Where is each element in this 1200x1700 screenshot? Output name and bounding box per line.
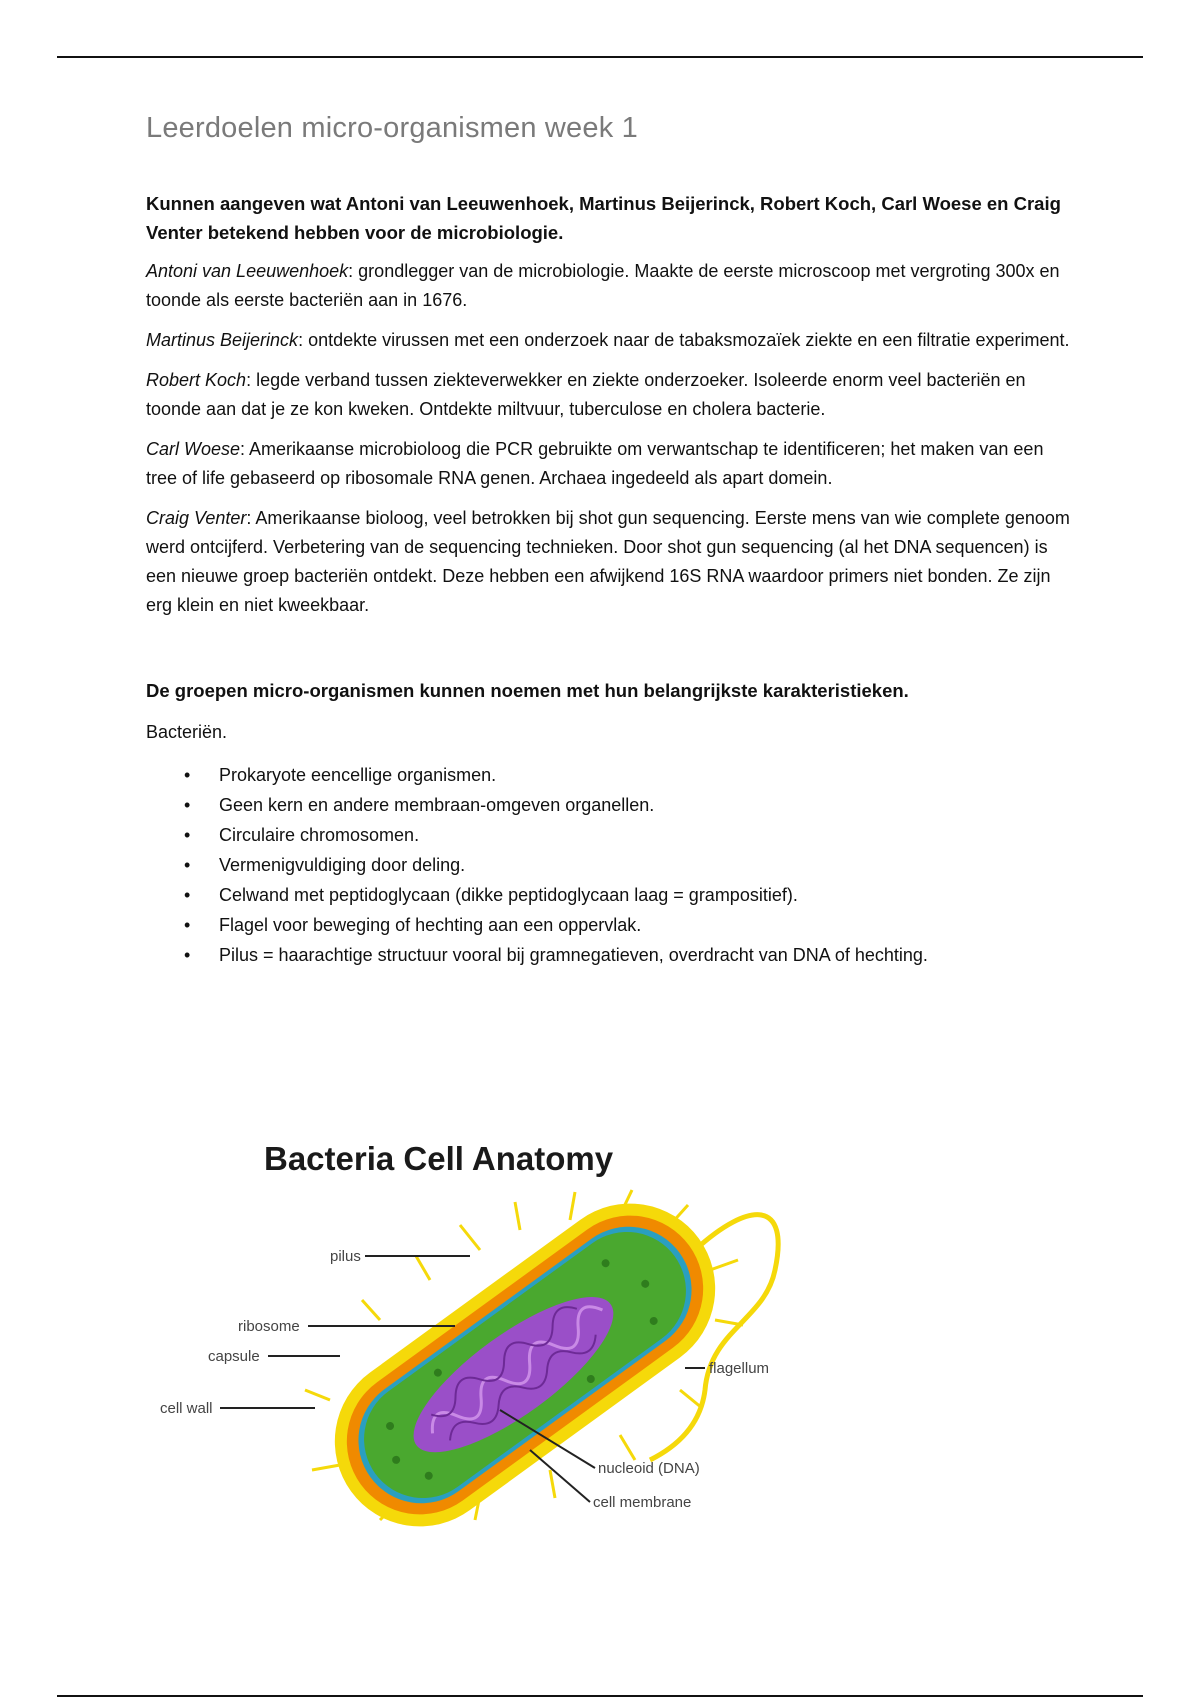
entry-woese (146, 435, 1076, 493)
entry-koch (146, 366, 1076, 424)
pilus-spike (460, 1225, 480, 1250)
pilus-spike (680, 1390, 702, 1408)
entry-venter (146, 504, 1076, 620)
list-item-text: Flagel voor beweging of hechting aan een oppervlak. (219, 915, 642, 935)
list-item (184, 790, 1076, 820)
section2-subheading: Bacteriën. (146, 722, 228, 742)
bullet-icon: • (184, 855, 191, 875)
section2-heading: De groepen micro-organismen kunnen noemen met hun belangrijkste karakteristieken. (146, 680, 909, 701)
entry-text: : legde verband tussen ziekteverwekker en ziekte onderzoeker. Isoleerde enorm veel bacteriën en toonde aan dat je ze kon kweken. Ontdekte miltvuur, tuberculose en cholera bacterie. (146, 370, 1026, 419)
bacteria-cell-diagram (150, 1130, 830, 1530)
bullet-icon: • (184, 945, 191, 965)
list-item-text: Prokaryote eencellige organismen. (219, 765, 497, 785)
bullet-icon: • (184, 795, 191, 815)
document-body (146, 112, 1076, 970)
entry-name: Antoni van Leeuwenhoek (146, 261, 349, 281)
cell-membrane-leader (530, 1450, 590, 1502)
bacteria-cell-illustration (150, 1130, 830, 1530)
entry-name: Martinus Beijerinck (146, 330, 299, 350)
pilus-spike (620, 1435, 635, 1460)
label-flagellum: flagellum (709, 1360, 770, 1377)
list-item (184, 760, 1076, 790)
list-item-text: Celwand met peptidoglycaan (dikke peptidoglycaan laag = grampositief). (219, 885, 798, 905)
top-rule (57, 56, 1143, 58)
pilus-spike (710, 1260, 738, 1270)
pilus-spike (416, 1256, 430, 1280)
list-item (184, 820, 1076, 850)
entry-text: : ontdekte virussen met een onderzoek naar de tabaksmozaïek ziekte en een filtratie experiment. (298, 330, 1070, 350)
bullet-icon: • (184, 915, 191, 935)
label-ribosome: ribosome (238, 1318, 300, 1335)
bottom-rule (57, 1695, 1143, 1697)
entry-leeuwenhoek (146, 257, 1076, 315)
pilus-spike (515, 1202, 520, 1230)
pilus-spike (550, 1470, 555, 1498)
list-item-text: Circulaire chromosomen. (219, 825, 420, 845)
list-item-text: Geen kern en andere membraan-omgeven organellen. (219, 795, 655, 815)
entry-name: Craig Venter (146, 508, 247, 528)
figure-title: Bacteria Cell Anatomy (264, 1140, 614, 1177)
list-item (184, 940, 1076, 970)
pilus-spike (312, 1465, 340, 1470)
label-capsule: capsule (208, 1348, 260, 1365)
section1-heading: Kunnen aangeven wat Antoni van Leeuwenhoek, Martinus Beijerinck, Robert Koch, Carl Woese en Craig Venter betekend hebben voor de microbiologie. (146, 193, 1061, 243)
entry-text: : Amerikaanse microbioloog die PCR gebruikte om verwantschap te identificeren; het maken van een tree of life gebaseerd op ribosomale RNA genen. Archaea ingedeeld als apart domein. (146, 439, 1044, 488)
bacteria-characteristics-list (146, 760, 1076, 970)
label-cell-membrane: cell membrane (593, 1494, 692, 1511)
page-title: Leerdoelen micro-organismen week 1 (146, 112, 638, 144)
label-pilus: pilus (330, 1248, 361, 1265)
pilus-spike (362, 1300, 380, 1320)
entry-name: Robert Koch (146, 370, 247, 390)
entry-text: : Amerikaanse bioloog, veel betrokken bij shot gun sequencing. Eerste mens van wie complete genoom werd ontcijferd. Verbetering van de sequencing technieken. Door shot gun sequencing (al het DNA sequencen) is een nieuwe groep bacteriën ontdekt. Deze hebben een afwijkend 16S RNA waardoor primers niet bonden. Ze zijn erg klein en niet kweekbaar. (146, 508, 1070, 615)
label-nucleoid: nucleoid (DNA) (598, 1460, 700, 1477)
entry-name: Carl Woese (146, 439, 241, 459)
list-item (184, 910, 1076, 940)
pilus-spike (570, 1192, 575, 1220)
list-item (184, 880, 1076, 910)
pilus-spike (305, 1390, 330, 1400)
list-item-text: Vermenigvuldiging door deling. (219, 855, 466, 875)
entry-text: : grondlegger van de microbiologie. Maakte de eerste microscoop met vergroting 300x en toonde als eerste bacteriën aan in 1676. (146, 261, 1060, 310)
label-cell-wall: cell wall (160, 1400, 213, 1417)
entry-beijerinck (146, 326, 1076, 355)
bullet-icon: • (184, 825, 191, 845)
bullet-icon: • (184, 885, 191, 905)
bullet-icon: • (184, 765, 191, 785)
list-item (184, 850, 1076, 880)
list-item-text: Pilus = haarachtige structuur vooral bij gramnegatieven, overdracht van DNA of hechting. (219, 945, 928, 965)
